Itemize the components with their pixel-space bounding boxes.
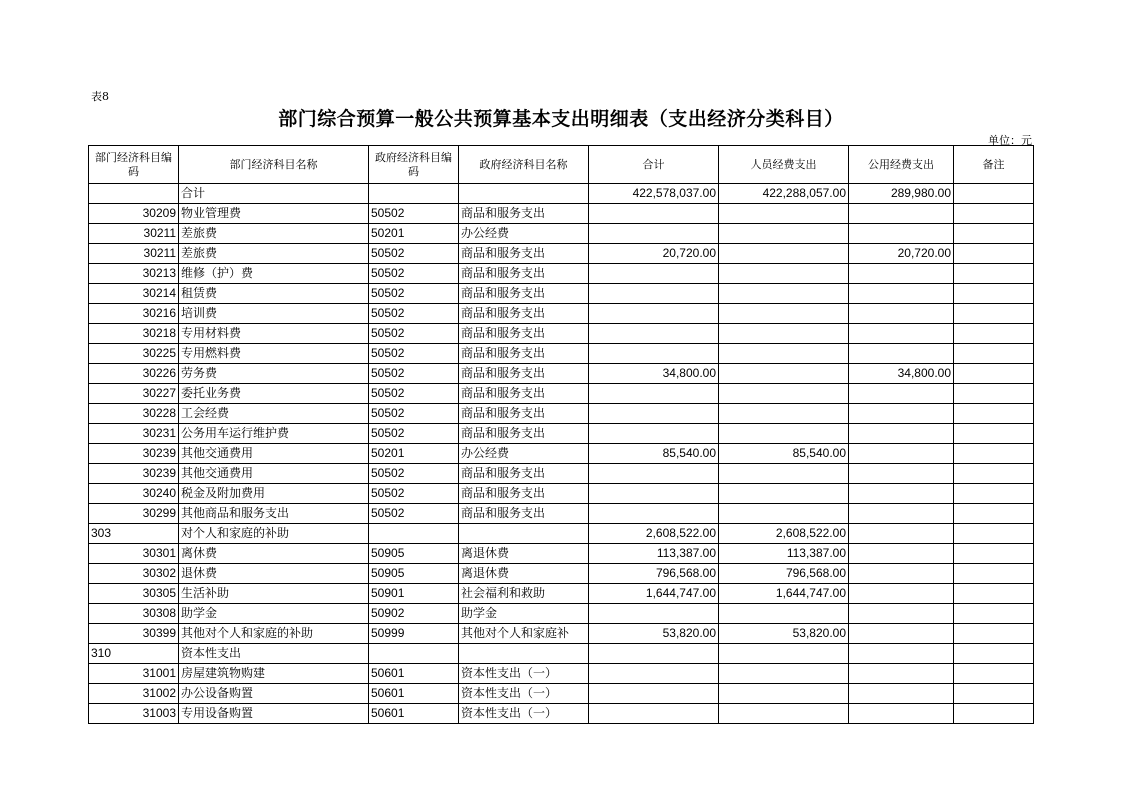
cell-public bbox=[849, 704, 954, 724]
cell-gov-code: 50502 bbox=[369, 404, 459, 424]
cell-dept-code: 30240 bbox=[89, 484, 179, 504]
table-row bbox=[89, 544, 1034, 564]
cell-public bbox=[849, 684, 954, 704]
cell-dept-name: 差旅费 bbox=[179, 224, 369, 244]
cell-public bbox=[849, 264, 954, 284]
cell-gov-name: 商品和服务支出 bbox=[459, 384, 589, 404]
cell-remark bbox=[954, 484, 1034, 504]
cell-public bbox=[849, 424, 954, 444]
table-row bbox=[89, 404, 1034, 424]
cell-gov-code: 50502 bbox=[369, 244, 459, 264]
table-row bbox=[89, 364, 1034, 384]
cell-remark bbox=[954, 604, 1034, 624]
cell-personnel bbox=[719, 504, 849, 524]
cell-personnel bbox=[719, 424, 849, 444]
cell-total: 422,578,037.00 bbox=[589, 184, 719, 204]
cell-personnel: 113,387.00 bbox=[719, 544, 849, 564]
table-row bbox=[89, 704, 1034, 724]
cell-personnel: 422,288,057.00 bbox=[719, 184, 849, 204]
cell-remark bbox=[954, 404, 1034, 424]
cell-gov-code: 50502 bbox=[369, 484, 459, 504]
table-row bbox=[89, 644, 1034, 664]
cell-gov-name: 资本性支出（一） bbox=[459, 664, 589, 684]
cell-dept-code: 30213 bbox=[89, 264, 179, 284]
cell-remark bbox=[954, 464, 1034, 484]
cell-public bbox=[849, 204, 954, 224]
cell-dept-code: 31002 bbox=[89, 684, 179, 704]
cell-dept-code: 30308 bbox=[89, 604, 179, 624]
cell-gov-name: 商品和服务支出 bbox=[459, 264, 589, 284]
cell-dept-code: 30302 bbox=[89, 564, 179, 584]
cell-personnel: 796,568.00 bbox=[719, 564, 849, 584]
cell-gov-code bbox=[369, 184, 459, 204]
header-gov-name: 政府经济科目名称 bbox=[459, 146, 589, 184]
cell-personnel bbox=[719, 284, 849, 304]
cell-dept-code: 303 bbox=[89, 524, 179, 544]
cell-remark bbox=[954, 624, 1034, 644]
cell-gov-code: 50905 bbox=[369, 544, 459, 564]
unit-label: 单位：元 bbox=[988, 134, 1032, 147]
cell-public bbox=[849, 504, 954, 524]
cell-dept-name: 生活补助 bbox=[179, 584, 369, 604]
cell-public bbox=[849, 384, 954, 404]
table-row bbox=[89, 384, 1034, 404]
cell-personnel: 2,608,522.00 bbox=[719, 524, 849, 544]
cell-public bbox=[849, 444, 954, 464]
cell-total: 85,540.00 bbox=[589, 444, 719, 464]
cell-dept-name: 专用材料费 bbox=[179, 324, 369, 344]
cell-gov-name: 商品和服务支出 bbox=[459, 464, 589, 484]
cell-remark bbox=[954, 704, 1034, 724]
cell-personnel bbox=[719, 684, 849, 704]
cell-gov-code: 50502 bbox=[369, 504, 459, 524]
cell-gov-name bbox=[459, 644, 589, 664]
cell-dept-code: 30225 bbox=[89, 344, 179, 364]
cell-gov-name: 商品和服务支出 bbox=[459, 484, 589, 504]
cell-public bbox=[849, 644, 954, 664]
cell-gov-code: 50905 bbox=[369, 564, 459, 584]
cell-dept-code: 30301 bbox=[89, 544, 179, 564]
cell-public bbox=[849, 344, 954, 364]
cell-gov-name: 办公经费 bbox=[459, 224, 589, 244]
cell-remark bbox=[954, 504, 1034, 524]
cell-public bbox=[849, 624, 954, 644]
cell-gov-name: 商品和服务支出 bbox=[459, 424, 589, 444]
cell-dept-name: 助学金 bbox=[179, 604, 369, 624]
cell-dept-name: 离休费 bbox=[179, 544, 369, 564]
cell-gov-code: 50502 bbox=[369, 464, 459, 484]
table-row bbox=[89, 464, 1034, 484]
cell-public bbox=[849, 604, 954, 624]
cell-total bbox=[589, 284, 719, 304]
cell-remark bbox=[954, 564, 1034, 584]
table-row bbox=[89, 184, 1034, 204]
cell-total bbox=[589, 704, 719, 724]
table-row bbox=[89, 444, 1034, 464]
table-row bbox=[89, 664, 1034, 684]
cell-total bbox=[589, 204, 719, 224]
cell-gov-name: 其他对个人和家庭补 bbox=[459, 624, 589, 644]
cell-total bbox=[589, 404, 719, 424]
cell-remark bbox=[954, 344, 1034, 364]
cell-dept-name: 物业管理费 bbox=[179, 204, 369, 224]
table-header-row bbox=[89, 146, 1034, 184]
cell-personnel bbox=[719, 244, 849, 264]
cell-gov-name: 商品和服务支出 bbox=[459, 324, 589, 344]
cell-dept-code: 30228 bbox=[89, 404, 179, 424]
cell-public: 289,980.00 bbox=[849, 184, 954, 204]
cell-personnel bbox=[719, 304, 849, 324]
cell-gov-name: 商品和服务支出 bbox=[459, 304, 589, 324]
cell-dept-name: 委托业务费 bbox=[179, 384, 369, 404]
cell-gov-name bbox=[459, 184, 589, 204]
cell-dept-name: 专用设备购置 bbox=[179, 704, 369, 724]
table-row bbox=[89, 224, 1034, 244]
table-row bbox=[89, 304, 1034, 324]
cell-personnel bbox=[719, 364, 849, 384]
table-row bbox=[89, 624, 1034, 644]
cell-dept-name: 专用燃料费 bbox=[179, 344, 369, 364]
cell-remark bbox=[954, 584, 1034, 604]
cell-gov-code bbox=[369, 524, 459, 544]
cell-gov-code: 50901 bbox=[369, 584, 459, 604]
cell-dept-code: 30209 bbox=[89, 204, 179, 224]
cell-public bbox=[849, 324, 954, 344]
cell-personnel bbox=[719, 664, 849, 684]
header-dept-code: 部门经济科目编码 bbox=[89, 146, 179, 184]
table-row bbox=[89, 604, 1034, 624]
cell-personnel bbox=[719, 324, 849, 344]
cell-gov-name: 商品和服务支出 bbox=[459, 504, 589, 524]
cell-public bbox=[849, 664, 954, 684]
cell-gov-name: 商品和服务支出 bbox=[459, 404, 589, 424]
cell-total bbox=[589, 684, 719, 704]
table-row bbox=[89, 204, 1034, 224]
cell-public bbox=[849, 404, 954, 424]
cell-gov-code: 50502 bbox=[369, 424, 459, 444]
cell-remark bbox=[954, 264, 1034, 284]
cell-gov-code: 50502 bbox=[369, 264, 459, 284]
cell-dept-code: 30218 bbox=[89, 324, 179, 344]
cell-remark bbox=[954, 184, 1034, 204]
cell-public bbox=[849, 464, 954, 484]
cell-public bbox=[849, 484, 954, 504]
cell-gov-code: 50999 bbox=[369, 624, 459, 644]
cell-dept-code: 30211 bbox=[89, 224, 179, 244]
cell-gov-name: 商品和服务支出 bbox=[459, 244, 589, 264]
cell-dept-code: 30399 bbox=[89, 624, 179, 644]
cell-dept-name: 其他交通费用 bbox=[179, 444, 369, 464]
cell-dept-code bbox=[89, 184, 179, 204]
cell-remark bbox=[954, 524, 1034, 544]
cell-public: 20,720.00 bbox=[849, 244, 954, 264]
cell-personnel: 53,820.00 bbox=[719, 624, 849, 644]
cell-total: 2,608,522.00 bbox=[589, 524, 719, 544]
cell-gov-code: 50601 bbox=[369, 664, 459, 684]
cell-total: 20,720.00 bbox=[589, 244, 719, 264]
cell-dept-name: 其他商品和服务支出 bbox=[179, 504, 369, 524]
cell-dept-name: 租赁费 bbox=[179, 284, 369, 304]
cell-dept-name: 工会经费 bbox=[179, 404, 369, 424]
cell-public bbox=[849, 304, 954, 324]
cell-dept-name: 其他对个人和家庭的补助 bbox=[179, 624, 369, 644]
cell-total: 796,568.00 bbox=[589, 564, 719, 584]
cell-dept-name: 房屋建筑物购建 bbox=[179, 664, 369, 684]
cell-public: 34,800.00 bbox=[849, 364, 954, 384]
table-row bbox=[89, 584, 1034, 604]
cell-gov-code: 50502 bbox=[369, 344, 459, 364]
cell-personnel bbox=[719, 224, 849, 244]
cell-dept-name: 其他交通费用 bbox=[179, 464, 369, 484]
cell-total bbox=[589, 644, 719, 664]
cell-dept-name: 劳务费 bbox=[179, 364, 369, 384]
cell-remark bbox=[954, 304, 1034, 324]
cell-gov-name: 商品和服务支出 bbox=[459, 364, 589, 384]
cell-public bbox=[849, 564, 954, 584]
cell-dept-code: 310 bbox=[89, 644, 179, 664]
cell-gov-code: 50201 bbox=[369, 444, 459, 464]
cell-personnel bbox=[719, 464, 849, 484]
cell-dept-code: 31003 bbox=[89, 704, 179, 724]
cell-gov-name: 商品和服务支出 bbox=[459, 204, 589, 224]
cell-personnel: 85,540.00 bbox=[719, 444, 849, 464]
cell-remark bbox=[954, 284, 1034, 304]
cell-gov-name: 离退休费 bbox=[459, 564, 589, 584]
cell-dept-code: 30214 bbox=[89, 284, 179, 304]
cell-gov-name bbox=[459, 524, 589, 544]
cell-remark bbox=[954, 664, 1034, 684]
cell-remark bbox=[954, 444, 1034, 464]
cell-public bbox=[849, 544, 954, 564]
table-row bbox=[89, 264, 1034, 284]
cell-public bbox=[849, 584, 954, 604]
cell-gov-code: 50601 bbox=[369, 704, 459, 724]
cell-gov-code bbox=[369, 644, 459, 664]
cell-dept-code: 30299 bbox=[89, 504, 179, 524]
cell-total bbox=[589, 324, 719, 344]
cell-total bbox=[589, 664, 719, 684]
cell-gov-code: 50502 bbox=[369, 364, 459, 384]
cell-personnel bbox=[719, 484, 849, 504]
table-row bbox=[89, 284, 1034, 304]
cell-gov-code: 50201 bbox=[369, 224, 459, 244]
cell-total bbox=[589, 484, 719, 504]
table-row bbox=[89, 524, 1034, 544]
page-title: 部门综合预算一般公共预算基本支出明细表（支出经济分类科目） bbox=[278, 108, 844, 130]
cell-dept-name: 培训费 bbox=[179, 304, 369, 324]
cell-gov-code: 50502 bbox=[369, 384, 459, 404]
cell-public bbox=[849, 224, 954, 244]
cell-dept-name: 对个人和家庭的补助 bbox=[179, 524, 369, 544]
cell-total bbox=[589, 304, 719, 324]
cell-dept-code: 30226 bbox=[89, 364, 179, 384]
header-remark: 备注 bbox=[954, 146, 1034, 184]
cell-total bbox=[589, 504, 719, 524]
cell-dept-name: 退休费 bbox=[179, 564, 369, 584]
cell-total: 1,644,747.00 bbox=[589, 584, 719, 604]
cell-gov-code: 50902 bbox=[369, 604, 459, 624]
cell-gov-name: 助学金 bbox=[459, 604, 589, 624]
table-row bbox=[89, 684, 1034, 704]
table-row bbox=[89, 324, 1034, 344]
header-dept-name: 部门经济科目名称 bbox=[179, 146, 369, 184]
cell-gov-code: 50601 bbox=[369, 684, 459, 704]
expenditure-detail-table bbox=[88, 145, 1034, 724]
cell-remark bbox=[954, 364, 1034, 384]
header-gov-code: 政府经济科目编码 bbox=[369, 146, 459, 184]
cell-gov-code: 50502 bbox=[369, 204, 459, 224]
cell-gov-code: 50502 bbox=[369, 304, 459, 324]
cell-dept-code: 30211 bbox=[89, 244, 179, 264]
cell-dept-name: 公务用车运行维护费 bbox=[179, 424, 369, 444]
cell-dept-code: 30216 bbox=[89, 304, 179, 324]
cell-public bbox=[849, 284, 954, 304]
cell-dept-code: 30305 bbox=[89, 584, 179, 604]
cell-gov-name: 办公经费 bbox=[459, 444, 589, 464]
cell-personnel: 1,644,747.00 bbox=[719, 584, 849, 604]
cell-personnel bbox=[719, 704, 849, 724]
cell-total bbox=[589, 604, 719, 624]
cell-dept-code: 31001 bbox=[89, 664, 179, 684]
cell-dept-name: 资本性支出 bbox=[179, 644, 369, 664]
cell-total: 53,820.00 bbox=[589, 624, 719, 644]
cell-gov-name: 商品和服务支出 bbox=[459, 284, 589, 304]
cell-public bbox=[849, 524, 954, 544]
cell-remark bbox=[954, 684, 1034, 704]
cell-remark bbox=[954, 384, 1034, 404]
cell-total bbox=[589, 344, 719, 364]
cell-total bbox=[589, 224, 719, 244]
cell-gov-code: 50502 bbox=[369, 324, 459, 344]
cell-gov-code: 50502 bbox=[369, 284, 459, 304]
cell-remark bbox=[954, 324, 1034, 344]
cell-remark bbox=[954, 424, 1034, 444]
cell-personnel bbox=[719, 384, 849, 404]
cell-dept-name: 税金及附加费用 bbox=[179, 484, 369, 504]
cell-gov-name: 资本性支出（一） bbox=[459, 684, 589, 704]
cell-dept-name: 办公设备购置 bbox=[179, 684, 369, 704]
cell-personnel bbox=[719, 644, 849, 664]
cell-gov-name: 社会福利和救助 bbox=[459, 584, 589, 604]
cell-gov-name: 资本性支出（一） bbox=[459, 704, 589, 724]
cell-personnel bbox=[719, 344, 849, 364]
cell-dept-code: 30239 bbox=[89, 444, 179, 464]
table-body bbox=[89, 184, 1034, 724]
table-row bbox=[89, 564, 1034, 584]
cell-personnel bbox=[719, 404, 849, 424]
cell-remark bbox=[954, 204, 1034, 224]
cell-dept-code: 30239 bbox=[89, 464, 179, 484]
cell-total: 113,387.00 bbox=[589, 544, 719, 564]
cell-dept-code: 30227 bbox=[89, 384, 179, 404]
header-public: 公用经费支出 bbox=[849, 146, 954, 184]
cell-dept-name: 差旅费 bbox=[179, 244, 369, 264]
cell-dept-name: 维修（护）费 bbox=[179, 264, 369, 284]
table-row bbox=[89, 424, 1034, 444]
cell-personnel bbox=[719, 264, 849, 284]
table-row bbox=[89, 244, 1034, 264]
header-personnel: 人员经费支出 bbox=[719, 146, 849, 184]
table-row bbox=[89, 484, 1034, 504]
cell-total bbox=[589, 264, 719, 284]
cell-total bbox=[589, 384, 719, 404]
table-row bbox=[89, 504, 1034, 524]
header-total: 合计 bbox=[589, 146, 719, 184]
cell-gov-name: 商品和服务支出 bbox=[459, 344, 589, 364]
cell-dept-name: 合计 bbox=[179, 184, 369, 204]
cell-remark bbox=[954, 244, 1034, 264]
cell-personnel bbox=[719, 204, 849, 224]
cell-gov-name: 离退休费 bbox=[459, 544, 589, 564]
cell-remark bbox=[954, 224, 1034, 244]
cell-dept-code: 30231 bbox=[89, 424, 179, 444]
table-row bbox=[89, 344, 1034, 364]
cell-total bbox=[589, 464, 719, 484]
cell-remark bbox=[954, 544, 1034, 564]
table-number: 表8 bbox=[91, 90, 109, 103]
cell-remark bbox=[954, 644, 1034, 664]
cell-total bbox=[589, 424, 719, 444]
cell-personnel bbox=[719, 604, 849, 624]
cell-total: 34,800.00 bbox=[589, 364, 719, 384]
